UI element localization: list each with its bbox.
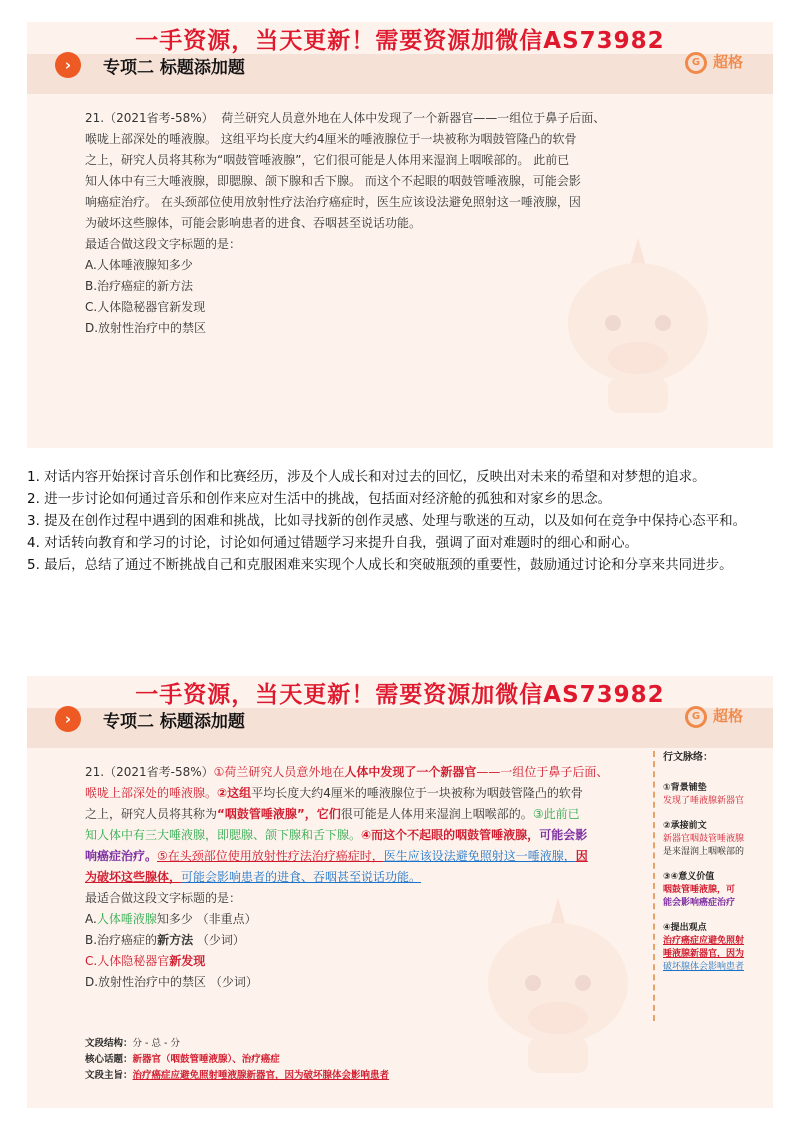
option-d: D.放射性治疗中的禁区 (85, 321, 207, 335)
promo-banner: 一手资源，当天更新！需要资源加微信AS73982 (135, 28, 665, 54)
annotated-question-text: 21.（2021省考-58%）①荷兰研究人员意外地在人体中发现了一个新器官——一组位于鼻子后面、 喉咙上部深处的唾液腺。②这组平均长度大约4厘米的唾液腺位于一块被称为咽鼓管隆凸的软骨 之上，研究人员将其称为“咽鼓管唾液腺”，它们很可能是人体用来湿润上咽喉部的。③此前已 知人体中有三大唾液腺，即腮腺、颌下腺和舌下腺。④而这个不起眼的咽鼓管唾液腺，可能会影 响癌症治疗。⑤在头颈部位使用放射性疗法治疗癌症时，医生应该设法避免照射这一唾液腺，因 为破坏这些腺体，可能会影响患者的进食、吞咽甚至说话功能。 最适合做这段文字标题的是： A.人体唾液腺知多少 （非重点） B.治疗癌症的新方法 （少词） C.人体隐秘器官新发现 D.放射性治疗中的禁区 （少词） (85, 762, 665, 993)
question-slide-annotated (27, 676, 773, 1108)
logo-icon: G (685, 52, 707, 74)
summary-item: 2. 进一步讨论如何通过音乐和创作来应对生活中的挑战，包括面对经济舱的孤独和对家乡的思念。 (27, 491, 612, 507)
topic-title: 专项二 标题添加题 (103, 58, 245, 78)
summary-item: 4. 对话转向教育和学习的讨论，讨论如何通过错题学习来提升自我，强调了面对难题时的细心和耐心。 (27, 535, 639, 551)
question-prompt: 最适合做这段文字标题的是： (85, 891, 242, 905)
outline-title: 行文脉络： (663, 752, 713, 763)
question-number: 21.（2021省考-58%） (85, 111, 214, 125)
question-text: 21.（2021省考-58%） 荷兰研究人员意外地在人体中发现了一个新器官——一组位于鼻子后面、 喉咙上部深处的唾液腺。 这组平均长度大约4厘米的唾液腺位于一块被称为咽鼓管隆凸的软骨 之上，研究人员将其称为“咽鼓管唾液腺”，它们很可能是人体用来湿润上咽喉部的。 此前已 知人体中有三大唾液腺，即腮腺、颌下腺和舌下腺。 而这个不起眼的咽鼓管唾液腺，可能会影 响癌症治疗。 在头颈部位使用放射性疗法治疗癌症时，医生应该设法避免照射这一唾液腺，因 为破坏这些腺体，可能会影响患者的进食、吞咽甚至说话功能。 最适合做这段文字标题的是： A.人体唾液腺知多少 B.治疗癌症的新方法 C.人体隐秘器官新发现 D.放射性治疗中的禁区 (85, 108, 685, 339)
summary-item: 1. 对话内容开始探讨音乐创作和比赛经历，涉及个人成长和对过去的回忆，反映出对未来的希望和对梦想的追求。 (27, 469, 706, 485)
question-number: 21.（2021省考-58%） (85, 765, 214, 779)
chevron-right-icon: › (55, 706, 81, 732)
option-b: B.治疗癌症的新方法 （少词） (85, 933, 245, 947)
logo-icon: G (685, 706, 707, 728)
option-c: C.人体隐秘器官新发现 (85, 954, 206, 968)
outline-sidebar: 行文脉络： ①背景铺垫 发现了唾液腺新器官 ②承接前文 新器官咽鼓管唾液腺 是来湿润上咽喉部的 ③④意义价值 咽鼓管唾液腺，可 能会影响癌症治疗 ④提出观点 治疗癌症应避免照射 唾液腺新器官，因为 破坏腺体会影响患者 (653, 751, 773, 1021)
option-c: C.人体隐秘器官新发现 (85, 300, 206, 314)
promo-banner: 一手资源，当天更新！需要资源加微信AS73982 (135, 682, 665, 708)
question-prompt: 最适合做这段文字标题的是： (85, 237, 242, 251)
summary-list (27, 466, 773, 576)
option-d: D.放射性治疗中的禁区 （少词） (85, 975, 258, 989)
topic-title: 专项二 标题添加题 (103, 712, 245, 732)
summary-item: 5. 最后，总结了通过不断挑战自己和克服困难来实现个人成长和突破瓶颈的重要性，鼓励通过讨论和分享来共同进步。 (27, 557, 733, 573)
summary-item: 3. 提及在创作过程中遇到的困难和挑战，比如寻找新的创作灵感、处理与歌迷的互动，以及如何在竞争中保持心态平和。 (27, 513, 747, 529)
brand-logo: G 超格 (685, 51, 743, 74)
chevron-right-icon: › (55, 52, 81, 78)
summary-block: 文段结构：分 - 总 - 分 核心话题：新器官（咽鼓管唾液腺）、治疗癌症 文段主旨：治疗癌症应避免照射唾液腺新器官，因为破坏腺体会影响患者 (85, 1038, 390, 1081)
question-slide-original (27, 22, 773, 448)
brand-logo: G 超格 (685, 705, 743, 728)
option-b: B.治疗癌症的新方法 (85, 279, 194, 293)
option-a: A.人体唾液腺知多少 (85, 258, 193, 272)
option-a: A.人体唾液腺知多少 （非重点） (85, 912, 257, 926)
